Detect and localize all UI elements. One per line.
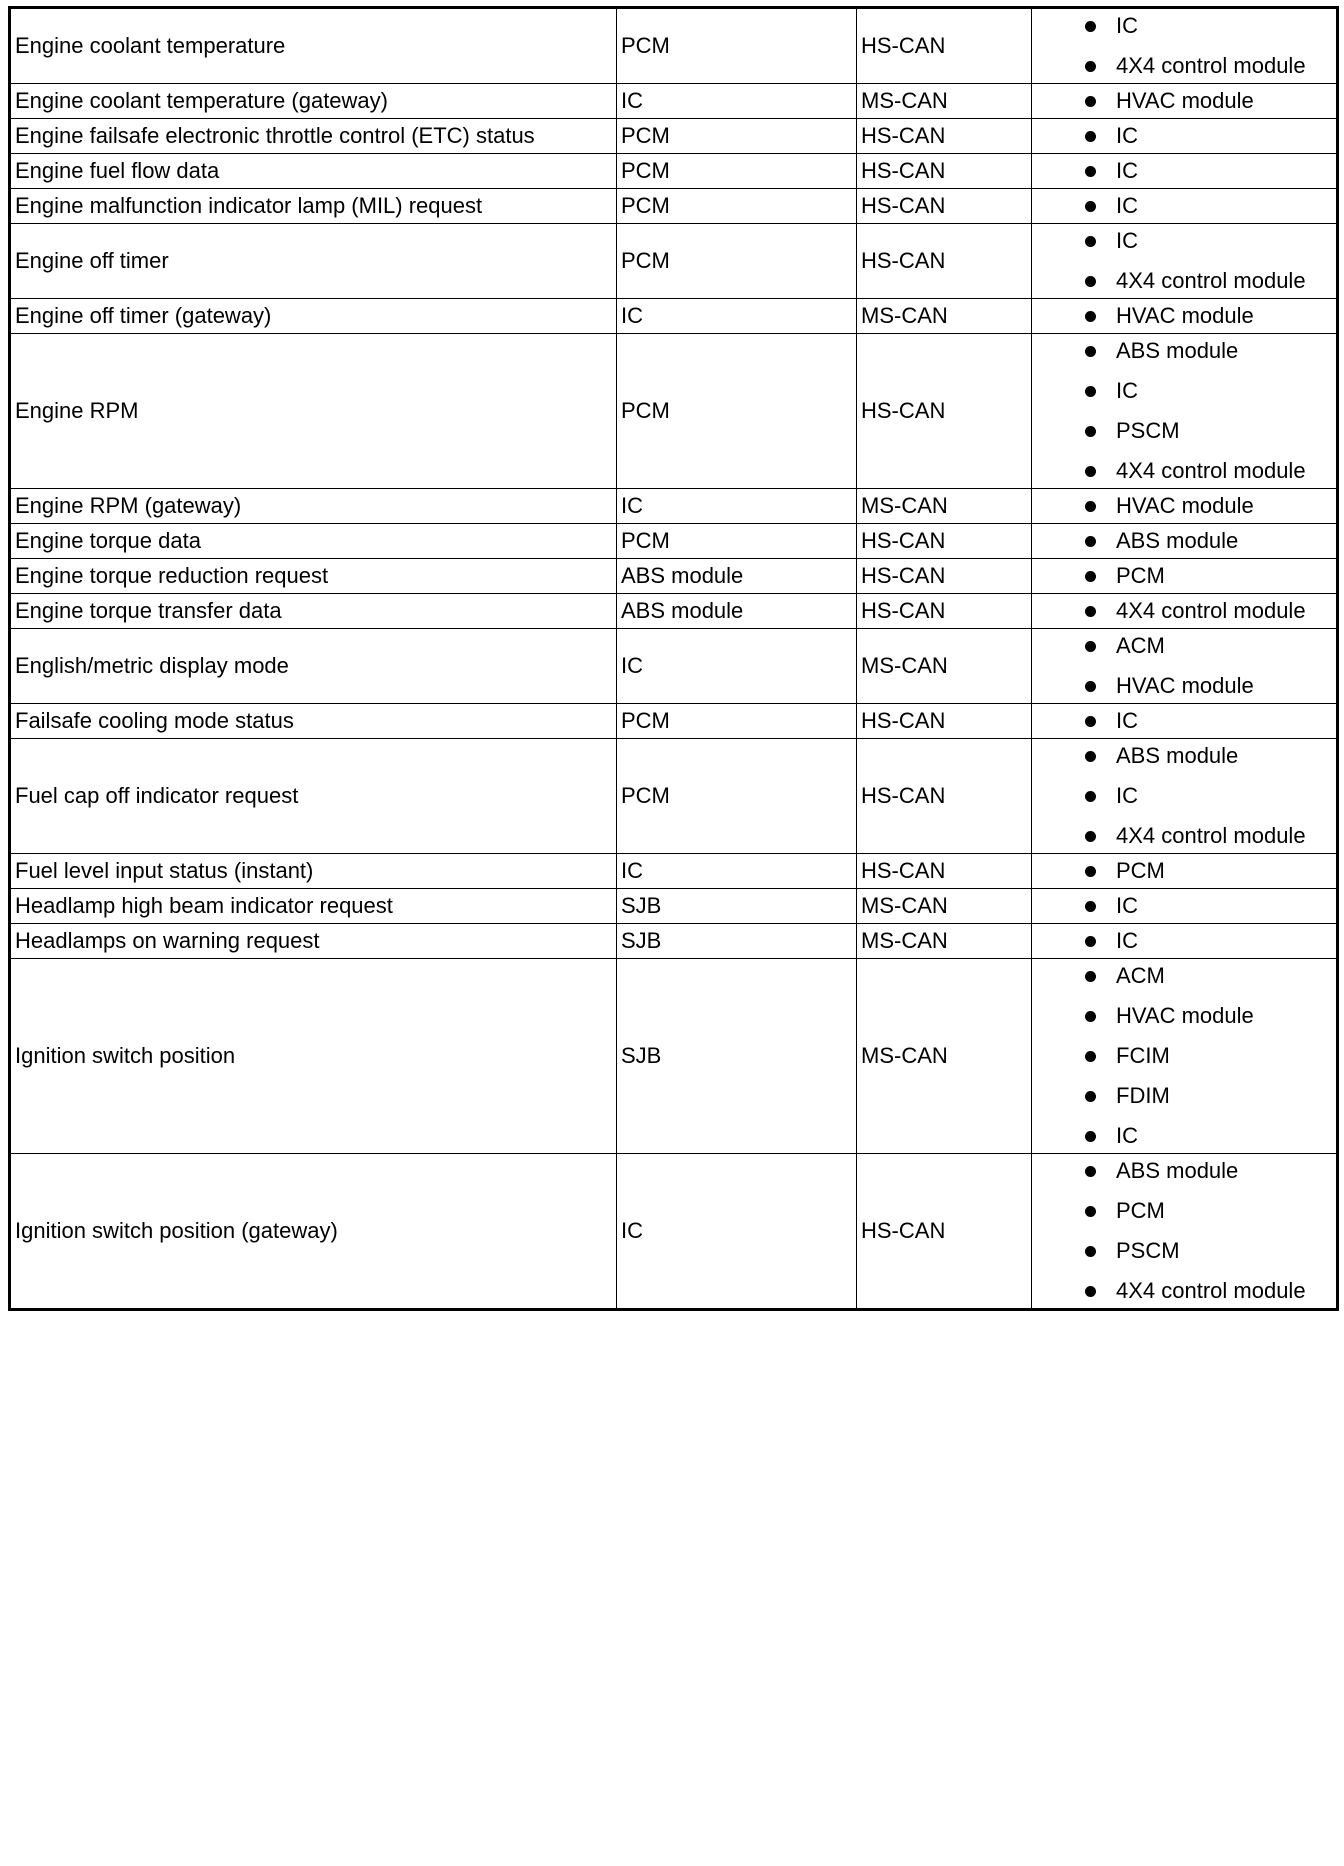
receiver-item (1036, 53, 1332, 79)
table-row (10, 739, 1338, 854)
receivers-cell (1032, 959, 1338, 1154)
receiver-label: ABS module (1116, 528, 1239, 553)
originator-cell: SJB (617, 889, 857, 924)
bullet-icon (1085, 831, 1096, 842)
message-cell: Engine failsafe electronic throttle control (ETC) status (10, 119, 617, 154)
message-cell: Ignition switch position (gateway) (10, 1154, 617, 1310)
network-cell: HS-CAN (857, 854, 1032, 889)
receivers-cell (1032, 524, 1338, 559)
bullet-icon (1085, 716, 1096, 727)
receiver-item (1036, 458, 1332, 484)
network-cell: HS-CAN (857, 334, 1032, 489)
receivers-cell (1032, 84, 1338, 119)
originator-cell: IC (617, 84, 857, 119)
receiver-item (1036, 303, 1332, 329)
receiver-item (1036, 928, 1332, 954)
message-cell: Engine coolant temperature (gateway) (10, 84, 617, 119)
receiver-label: IC (1116, 13, 1138, 38)
receiver-label: IC (1116, 783, 1138, 808)
network-cell: HS-CAN (857, 189, 1032, 224)
receivers-cell (1032, 629, 1338, 704)
receiver-item (1036, 708, 1332, 734)
receiver-item (1036, 1083, 1332, 1109)
message-cell: English/metric display mode (10, 629, 617, 704)
receiver-list (1036, 928, 1332, 954)
originator-cell: PCM (617, 524, 857, 559)
bullet-icon (1085, 21, 1096, 32)
receiver-item (1036, 893, 1332, 919)
network-cell: MS-CAN (857, 489, 1032, 524)
bullet-icon (1085, 1286, 1096, 1297)
receiver-label: HVAC module (1116, 493, 1254, 518)
network-cell: MS-CAN (857, 889, 1032, 924)
receiver-item (1036, 268, 1332, 294)
network-message-table (8, 6, 1339, 1311)
receivers-cell (1032, 594, 1338, 629)
receivers-cell (1032, 334, 1338, 489)
receiver-item (1036, 563, 1332, 589)
receiver-item (1036, 493, 1332, 519)
receiver-label: PCM (1116, 1198, 1165, 1223)
receiver-list (1036, 893, 1332, 919)
receiver-item (1036, 1238, 1332, 1264)
message-cell: Engine torque reduction request (10, 559, 617, 594)
originator-cell: SJB (617, 959, 857, 1154)
receiver-label: FCIM (1116, 1043, 1170, 1068)
bullet-icon (1085, 1131, 1096, 1142)
table-row (10, 224, 1338, 299)
receiver-list (1036, 1158, 1332, 1304)
receiver-label: ACM (1116, 963, 1165, 988)
receiver-item (1036, 1198, 1332, 1224)
bullet-icon (1085, 236, 1096, 247)
bullet-icon (1085, 866, 1096, 877)
receiver-item (1036, 193, 1332, 219)
network-cell: HS-CAN (857, 594, 1032, 629)
receiver-label: IC (1116, 193, 1138, 218)
bullet-icon (1085, 346, 1096, 357)
bullet-icon (1085, 201, 1096, 212)
receiver-item (1036, 13, 1332, 39)
table-row (10, 889, 1338, 924)
receivers-cell (1032, 489, 1338, 524)
receivers-cell (1032, 1154, 1338, 1310)
receiver-label: PSCM (1116, 1238, 1180, 1263)
network-cell: MS-CAN (857, 629, 1032, 704)
receiver-label: IC (1116, 928, 1138, 953)
message-cell: Engine malfunction indicator lamp (MIL) request (10, 189, 617, 224)
originator-cell: IC (617, 854, 857, 889)
originator-cell: IC (617, 1154, 857, 1310)
bullet-icon (1085, 386, 1096, 397)
receiver-label: ABS module (1116, 743, 1239, 768)
bullet-icon (1085, 536, 1096, 547)
receiver-item (1036, 1278, 1332, 1304)
originator-cell: PCM (617, 189, 857, 224)
receiver-label: 4X4 control module (1116, 598, 1306, 623)
receiver-item (1036, 858, 1332, 884)
message-cell: Engine off timer (10, 224, 617, 299)
receiver-list (1036, 13, 1332, 79)
receiver-item (1036, 598, 1332, 624)
network-cell: MS-CAN (857, 84, 1032, 119)
receivers-cell (1032, 854, 1338, 889)
receiver-list (1036, 158, 1332, 184)
originator-cell: PCM (617, 704, 857, 739)
receiver-item (1036, 378, 1332, 404)
receiver-list (1036, 123, 1332, 149)
bullet-icon (1085, 1166, 1096, 1177)
receiver-item (1036, 123, 1332, 149)
network-cell: HS-CAN (857, 524, 1032, 559)
message-cell: Ignition switch position (10, 959, 617, 1154)
message-cell: Headlamps on warning request (10, 924, 617, 959)
table-row (10, 299, 1338, 334)
message-cell: Engine torque data (10, 524, 617, 559)
receivers-cell (1032, 119, 1338, 154)
receiver-list (1036, 743, 1332, 849)
originator-cell: IC (617, 489, 857, 524)
network-cell: MS-CAN (857, 924, 1032, 959)
receiver-label: PCM (1116, 858, 1165, 883)
receiver-item (1036, 963, 1332, 989)
receiver-label: PCM (1116, 563, 1165, 588)
bullet-icon (1085, 1206, 1096, 1217)
bullet-icon (1085, 276, 1096, 287)
table-row (10, 594, 1338, 629)
bullet-icon (1085, 311, 1096, 322)
message-cell: Engine torque transfer data (10, 594, 617, 629)
receiver-label: IC (1116, 1123, 1138, 1148)
table-row (10, 524, 1338, 559)
originator-cell: ABS module (617, 594, 857, 629)
table-body (10, 8, 1338, 1310)
table-row (10, 8, 1338, 84)
table-row (10, 189, 1338, 224)
receiver-item (1036, 823, 1332, 849)
receiver-label: IC (1116, 708, 1138, 733)
receiver-label: ACM (1116, 633, 1165, 658)
receivers-cell (1032, 224, 1338, 299)
receiver-list (1036, 338, 1332, 484)
receivers-cell (1032, 704, 1338, 739)
receiver-label: IC (1116, 378, 1138, 403)
receiver-label: 4X4 control module (1116, 1278, 1306, 1303)
bullet-icon (1085, 901, 1096, 912)
bullet-icon (1085, 751, 1096, 762)
table-row (10, 704, 1338, 739)
receiver-label: IC (1116, 158, 1138, 183)
receiver-label: PSCM (1116, 418, 1180, 443)
message-cell: Headlamp high beam indicator request (10, 889, 617, 924)
receiver-label: IC (1116, 228, 1138, 253)
receivers-cell (1032, 299, 1338, 334)
bullet-icon (1085, 791, 1096, 802)
message-cell: Fuel cap off indicator request (10, 739, 617, 854)
bullet-icon (1085, 936, 1096, 947)
receiver-list (1036, 963, 1332, 1149)
receiver-label: HVAC module (1116, 303, 1254, 328)
bullet-icon (1085, 1246, 1096, 1257)
originator-cell: SJB (617, 924, 857, 959)
table-row (10, 559, 1338, 594)
receivers-cell (1032, 559, 1338, 594)
receiver-label: HVAC module (1116, 673, 1254, 698)
originator-cell: PCM (617, 739, 857, 854)
originator-cell: PCM (617, 154, 857, 189)
receiver-item (1036, 1003, 1332, 1029)
network-cell: HS-CAN (857, 739, 1032, 854)
receiver-list (1036, 858, 1332, 884)
receiver-label: IC (1116, 123, 1138, 148)
receiver-item (1036, 418, 1332, 444)
bullet-icon (1085, 571, 1096, 582)
receiver-label: HVAC module (1116, 1003, 1254, 1028)
receiver-item (1036, 1158, 1332, 1184)
receivers-cell (1032, 154, 1338, 189)
originator-cell: PCM (617, 224, 857, 299)
bullet-icon (1085, 426, 1096, 437)
network-cell: MS-CAN (857, 299, 1032, 334)
message-cell: Fuel level input status (instant) (10, 854, 617, 889)
bullet-icon (1085, 61, 1096, 72)
receiver-list (1036, 493, 1332, 519)
receiver-item (1036, 1123, 1332, 1149)
message-cell: Engine off timer (gateway) (10, 299, 617, 334)
receiver-item (1036, 158, 1332, 184)
receiver-item (1036, 673, 1332, 699)
receiver-label: IC (1116, 893, 1138, 918)
receiver-label: 4X4 control module (1116, 268, 1306, 293)
network-cell: HS-CAN (857, 119, 1032, 154)
receiver-item (1036, 743, 1332, 769)
receivers-cell (1032, 889, 1338, 924)
network-cell: MS-CAN (857, 959, 1032, 1154)
receiver-list (1036, 193, 1332, 219)
message-cell: Engine fuel flow data (10, 154, 617, 189)
receiver-list (1036, 303, 1332, 329)
bullet-icon (1085, 1011, 1096, 1022)
message-cell: Failsafe cooling mode status (10, 704, 617, 739)
network-cell: HS-CAN (857, 154, 1032, 189)
bullet-icon (1085, 681, 1096, 692)
receiver-item (1036, 338, 1332, 364)
bullet-icon (1085, 131, 1096, 142)
receiver-label: 4X4 control module (1116, 823, 1306, 848)
table-row (10, 154, 1338, 189)
receiver-label: HVAC module (1116, 88, 1254, 113)
receiver-list (1036, 598, 1332, 624)
receiver-label: ABS module (1116, 338, 1239, 363)
bullet-icon (1085, 641, 1096, 652)
bullet-icon (1085, 501, 1096, 512)
receiver-item (1036, 88, 1332, 114)
table-row (10, 334, 1338, 489)
receiver-item (1036, 633, 1332, 659)
table-row (10, 1154, 1338, 1310)
network-cell: HS-CAN (857, 224, 1032, 299)
table-row (10, 119, 1338, 154)
receiver-list (1036, 528, 1332, 554)
receiver-label: 4X4 control module (1116, 53, 1306, 78)
originator-cell: IC (617, 629, 857, 704)
receivers-cell (1032, 924, 1338, 959)
receivers-cell (1032, 8, 1338, 84)
receiver-label: FDIM (1116, 1083, 1170, 1108)
receiver-label: ABS module (1116, 1158, 1239, 1183)
receiver-list (1036, 228, 1332, 294)
message-cell: Engine coolant temperature (10, 8, 617, 84)
table-row (10, 84, 1338, 119)
document-page (8, 6, 1339, 1311)
receivers-cell (1032, 189, 1338, 224)
receiver-list (1036, 633, 1332, 699)
table-row (10, 924, 1338, 959)
receiver-item (1036, 1043, 1332, 1069)
table-row (10, 489, 1338, 524)
bullet-icon (1085, 606, 1096, 617)
originator-cell: ABS module (617, 559, 857, 594)
originator-cell: PCM (617, 8, 857, 84)
network-cell: HS-CAN (857, 559, 1032, 594)
receiver-item (1036, 783, 1332, 809)
message-cell: Engine RPM (gateway) (10, 489, 617, 524)
bullet-icon (1085, 166, 1096, 177)
network-cell: HS-CAN (857, 704, 1032, 739)
table-row (10, 629, 1338, 704)
receiver-list (1036, 88, 1332, 114)
receiver-label: 4X4 control module (1116, 458, 1306, 483)
originator-cell: IC (617, 299, 857, 334)
bullet-icon (1085, 96, 1096, 107)
bullet-icon (1085, 466, 1096, 477)
originator-cell: PCM (617, 334, 857, 489)
bullet-icon (1085, 1091, 1096, 1102)
table-row (10, 959, 1338, 1154)
network-cell: HS-CAN (857, 8, 1032, 84)
receivers-cell (1032, 739, 1338, 854)
receiver-item (1036, 228, 1332, 254)
receiver-list (1036, 563, 1332, 589)
message-cell: Engine RPM (10, 334, 617, 489)
bullet-icon (1085, 1051, 1096, 1062)
bullet-icon (1085, 971, 1096, 982)
originator-cell: PCM (617, 119, 857, 154)
table-row (10, 854, 1338, 889)
receiver-item (1036, 528, 1332, 554)
receiver-list (1036, 708, 1332, 734)
network-cell: HS-CAN (857, 1154, 1032, 1310)
